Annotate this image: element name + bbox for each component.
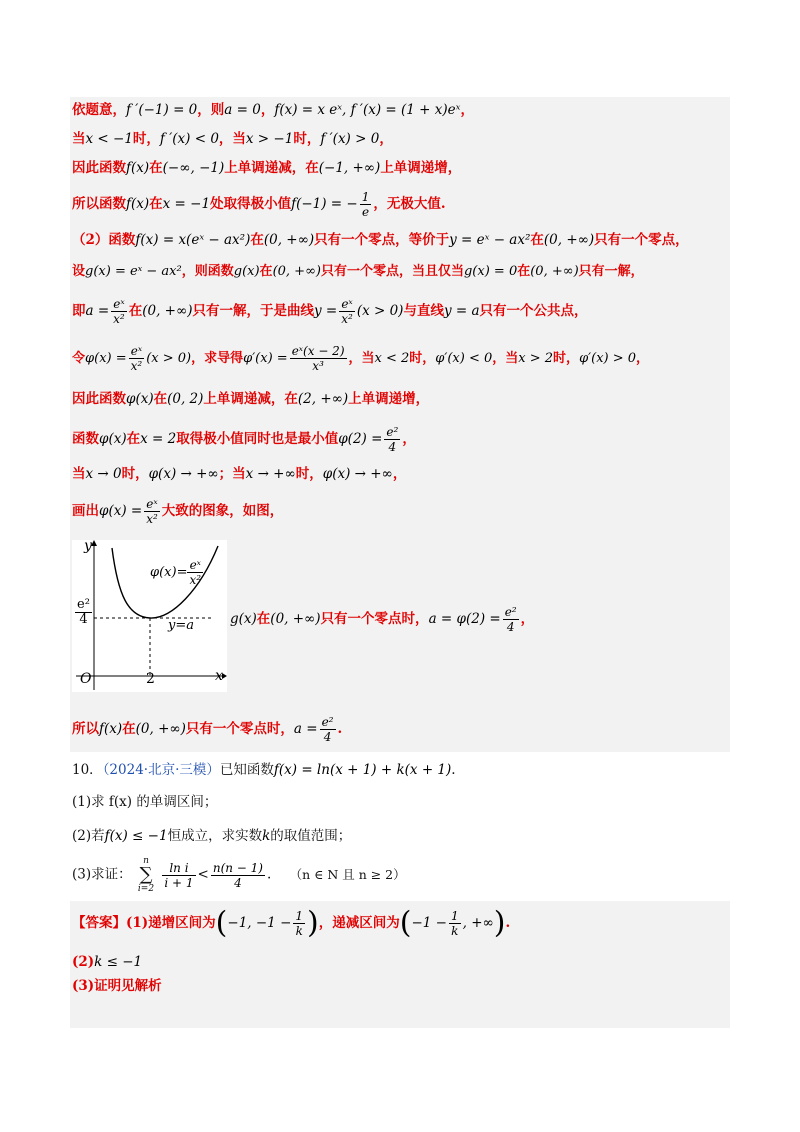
solution-line-7: 即a = $\frac{\text{eˣ}}{\text{x²}}$ 在(0, +∞)只有一解，于是曲线y = $\frac{\text{eˣ}}{\text{x²}}$ (x > 0)与直线y = a只有一个公共点， (72, 297, 588, 326)
answer-line-2: (2)k ≤ −1 (72, 954, 143, 970)
phi-graph (72, 540, 227, 692)
y-axis-label: y (84, 538, 92, 554)
origin-label: O (80, 671, 92, 687)
problem-q2: (2)若f(x) ≤ −1恒成立，求实数k的取值范围； (72, 828, 352, 844)
solution-line-6: 设g(x) = eˣ − ax²，则函数g(x)在(0, +∞)只有一个零点，当且仅当g(x) = 0在(0, +∞)只有一解， (72, 264, 644, 279)
solution-line-3: 因此函数f(x)在(−∞, −1)上单调递减，在(−1, +∞)上单调递增， (72, 160, 462, 176)
problem-stem: 10．（2024·北京·三模）已知函数f(x) = ln(x + 1) + k(x + 1). (72, 762, 456, 778)
answer-line-1: 【答案】(1)递增区间为(−1, −1 − $\frac{1}{k}$ )，递减区间为(−1 − $\frac{1}{k}$ , +∞). (72, 905, 511, 941)
solution-line-13: g(x)在(0, +∞)只有一个零点时，a = φ(2) = $\frac{\text{e²}}{4}$ ， (230, 605, 535, 634)
y-tick-label: $\frac{\text{e²}}{4}$ (77, 597, 90, 627)
x-axis-label: x (215, 668, 223, 684)
solution-line-5: （2）函数f(x) = x(eˣ − ax²)在(0, +∞)只有一个零点，等价于y = eˣ − ax²在(0, +∞)只有一个零点， (72, 232, 689, 248)
solution-line-4: 所以函数f(x)在x = −1处取得极小值f(−1) = − $\frac{1}{e}$ ，无极大值. (72, 190, 446, 219)
answer-line-3: (3)证明见解析 (72, 978, 162, 994)
curve-label: φ(x)= $\frac{\text{eˣ}}{\text{x²}}$ (150, 558, 202, 587)
x-tick-label: 2 (146, 671, 155, 687)
solution-line-2: 当x < −1时，f ′(x) < 0，当x > −1时，f ′(x) > 0， (72, 131, 393, 147)
solution-line-9: 因此函数φ(x)在(0, 2)上单调递减，在(2, +∞)上单调递增， (72, 391, 430, 407)
solution-line-11: 当x → 0时，φ(x) → +∞；当x → +∞时，φ(x) → +∞， (72, 466, 407, 482)
sum-symbol: n ∑ i=2 (137, 856, 155, 894)
solution-line-12: 画出φ(x) = $\frac{\text{eˣ}}{\text{x²}}$ 大致的图象，如图， (72, 497, 284, 526)
problem-q1: (1)求 f(x) 的单调区间； (72, 794, 218, 810)
solution-line-10: 函数φ(x)在x = 2取得极小值同时也是最小值φ(2) = $\frac{\text{e²}}{4}$ ， (72, 425, 416, 454)
solution-line-1: 依题意，f ′(−1) = 0，则a = 0，f(x) = x eˣ, f ′(x) = (1 + x)eˣ， (72, 102, 474, 118)
line-label: y=a (168, 618, 194, 633)
solution-line-8: 令φ(x) = $\frac{\text{eˣ}}{\text{x²}}$ (x > 0)，求导得φ′(x) = $\frac{\text{eˣ(x − 2)}}{\text{x³}}$ ，当x < 2时，φ′(x) < 0，当x > 2时，φ′(x) > 0， (72, 344, 650, 373)
problem-q3: (3)求证： n ∑ i=2 $\frac{\text{ln i}}{i + 1}$ < $\frac{n(n - 1)}{4}$ . （n ∈ N 且 n ≥ 2） (72, 856, 406, 894)
solution-line-14: 所以f(x)在(0, +∞)只有一个零点时，a = $\frac{\text{e²}}{4}$ . (72, 715, 343, 744)
